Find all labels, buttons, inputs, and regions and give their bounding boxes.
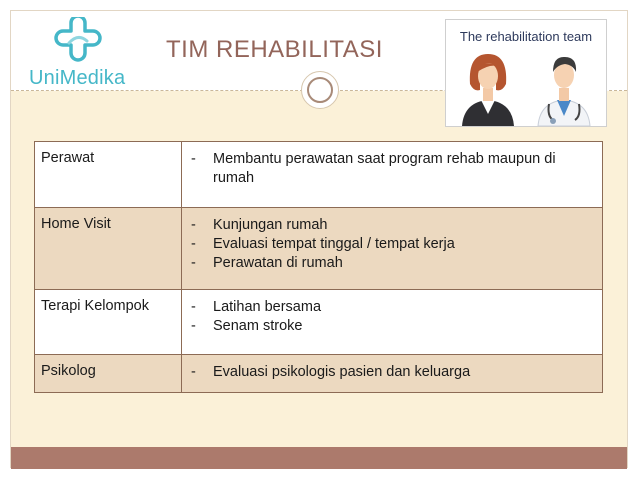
circle-ornament-icon xyxy=(301,71,339,109)
team-image-card xyxy=(445,19,607,127)
task-list xyxy=(188,216,596,273)
female-nurse-icon xyxy=(462,54,514,126)
table-row xyxy=(35,208,603,290)
task-list xyxy=(188,150,596,188)
task-item: - Membantu perawatan saat program rehab maupun di rumah xyxy=(188,150,596,188)
task-item: - Kunjungan rumah xyxy=(188,216,596,235)
logo-text: UniMedika xyxy=(29,67,126,89)
rehab-team-table xyxy=(34,141,603,393)
table-row xyxy=(35,142,603,208)
team-card-caption: The rehabilitation team xyxy=(459,29,593,44)
page-title: TIM REHABILITASI xyxy=(166,36,383,63)
task-item: - Evaluasi psikologis pasien dan keluarga xyxy=(188,363,596,382)
role-name-cell: Terapi Kelompok xyxy=(35,290,182,355)
task-list xyxy=(188,298,596,336)
team-illustration xyxy=(446,48,606,126)
task-list xyxy=(188,363,596,382)
role-tasks-cell xyxy=(182,355,603,393)
table-row xyxy=(35,355,603,393)
task-item: - Evaluasi tempat tinggal / tempat kerja xyxy=(188,235,596,254)
task-item: - Latihan bersama xyxy=(188,298,596,317)
role-name-cell: Home Visit xyxy=(35,208,182,290)
table-row xyxy=(35,290,603,355)
role-name-cell: Perawat xyxy=(35,142,182,208)
footer-bar xyxy=(11,447,627,469)
task-item: - Perawatan di rumah xyxy=(188,254,596,273)
role-name-cell: Psikolog xyxy=(35,355,182,393)
role-tasks-cell xyxy=(182,208,603,290)
role-tasks-cell xyxy=(182,290,603,355)
task-item: - Senam stroke xyxy=(188,317,596,336)
slide xyxy=(10,10,628,468)
role-tasks-cell xyxy=(182,142,603,208)
unimedika-logo xyxy=(19,17,129,87)
male-doctor-icon xyxy=(538,57,590,126)
unimedika-logo-icon xyxy=(47,17,107,65)
